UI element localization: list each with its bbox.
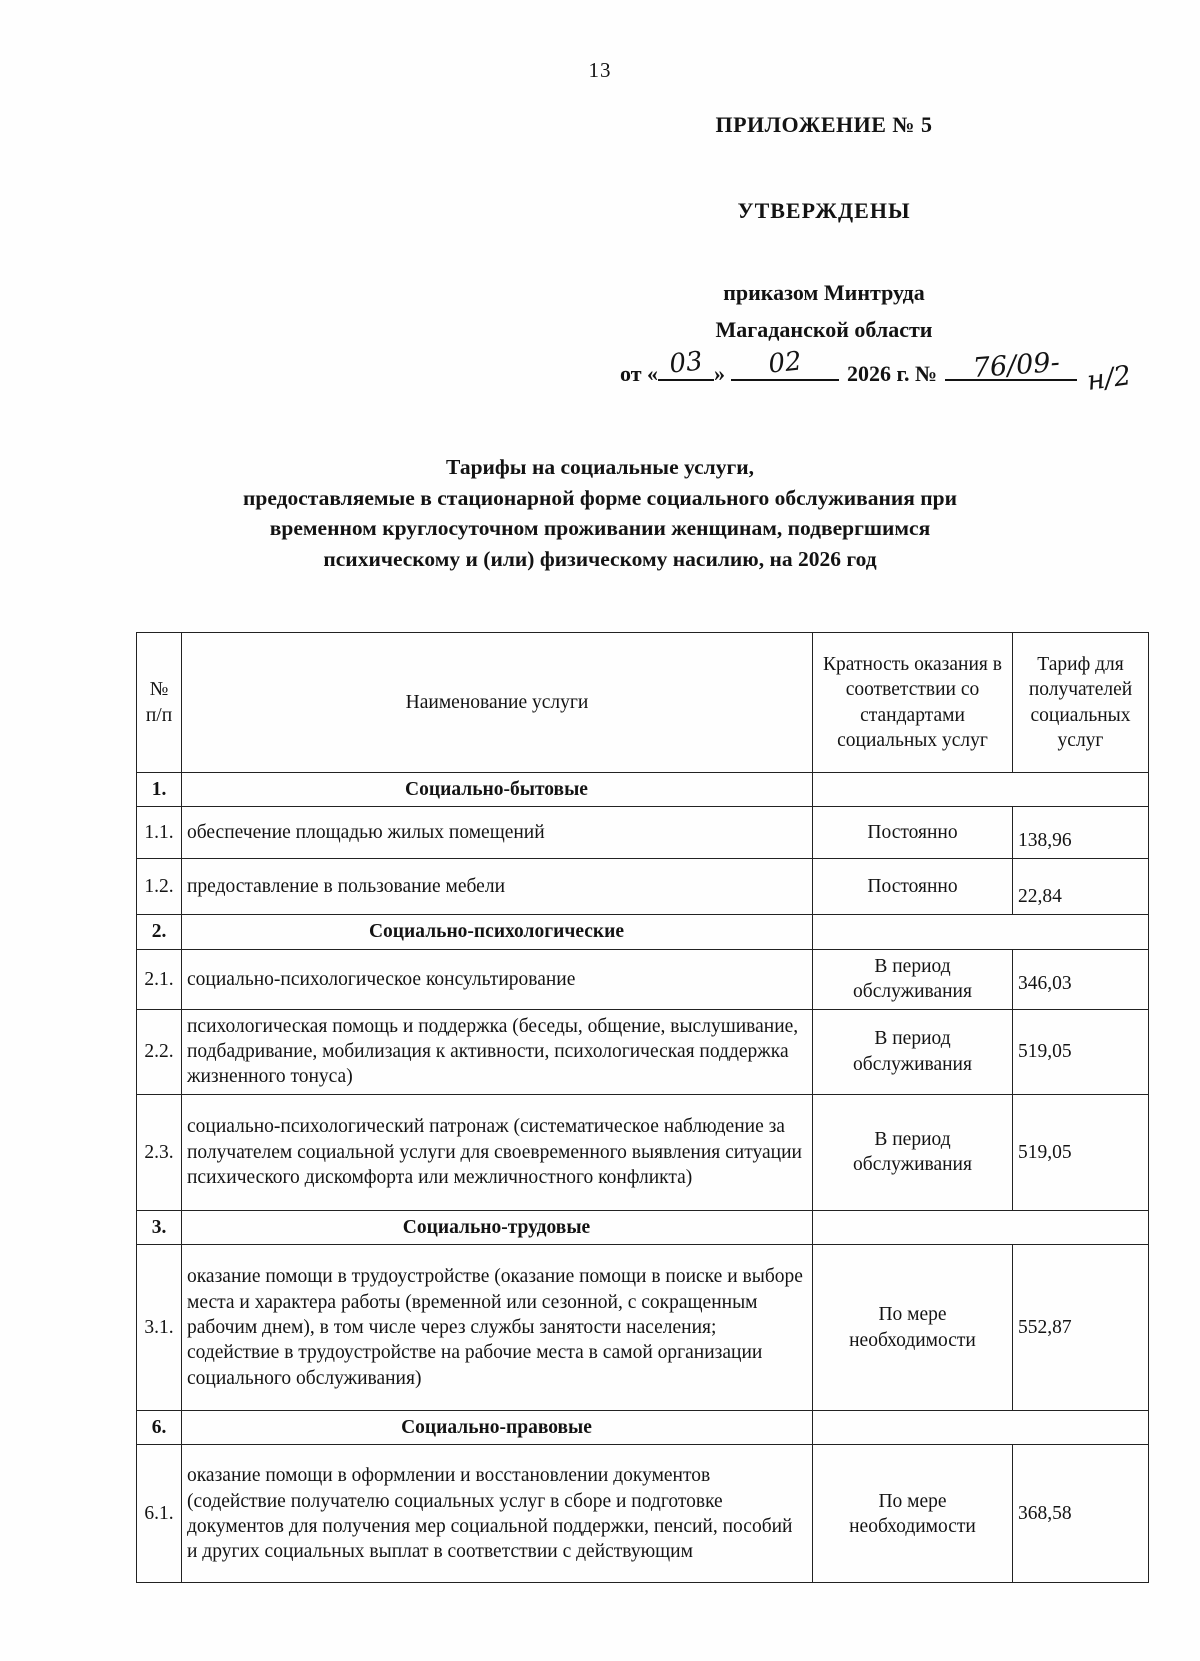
table-row bbox=[137, 1245, 1149, 1411]
approved-by-line1: приказом Минтруда bbox=[723, 280, 925, 305]
date-day-blank bbox=[658, 346, 714, 381]
cell-frequency: Постоянно bbox=[813, 807, 1013, 859]
handwritten-day: 03 bbox=[668, 346, 705, 380]
cell-number: 1.2. bbox=[137, 859, 182, 915]
cell-number: 6.1. bbox=[137, 1445, 182, 1583]
table-row bbox=[137, 1009, 1149, 1094]
cell-frequency: В период обслуживания bbox=[813, 1094, 1013, 1210]
appendix-heading: ПРИЛОЖЕНИЕ № 5 bbox=[715, 112, 933, 137]
cell-service-name: оказание помощи в трудоустройстве (оказание помощи в поиске и выборе места и характера работы (временной или сезонной, с сокращенным рабочим днем), в том числе через службы занятости населения; содействие в трудоустройстве на рабочие места в самой организации социального обслуживания) bbox=[182, 1245, 813, 1411]
cell-number: 2.2. bbox=[137, 1009, 182, 1094]
order-number-blank bbox=[945, 347, 1077, 384]
cell-number: 2.3. bbox=[137, 1094, 182, 1210]
cell-tariff: 519,05 bbox=[1013, 1094, 1149, 1210]
cell-number: 1. bbox=[137, 773, 182, 807]
cell-number: 2. bbox=[137, 915, 182, 949]
handwritten-month: 02 bbox=[767, 346, 804, 380]
table-section-row bbox=[137, 1411, 1149, 1445]
cell-number: 2.1. bbox=[137, 949, 182, 1009]
cell-empty bbox=[813, 773, 1149, 807]
cell-tariff: 368,58 bbox=[1013, 1445, 1149, 1583]
cell-tariff: 138,96 bbox=[1013, 807, 1149, 859]
cell-frequency: По мере необходимости bbox=[813, 1245, 1013, 1411]
cell-service-name: оказание помощи в оформлении и восстановлении документов (содействие получателю социальных услуг в сборе и подготовке документов для получения мер социальной поддержки, пенсий, пособий и других социальных выплат в соответствии с действующим bbox=[182, 1445, 813, 1583]
cell-tariff: 552,87 bbox=[1013, 1245, 1149, 1411]
page-number: 13 bbox=[588, 58, 612, 82]
cell-tariff: 22,84 bbox=[1013, 859, 1149, 915]
approval-block bbox=[598, 112, 1134, 397]
table-row bbox=[137, 807, 1149, 859]
column-header: Наименование услуги bbox=[182, 633, 813, 773]
cell-number: 3.1. bbox=[137, 1245, 182, 1411]
cell-empty bbox=[813, 1411, 1149, 1445]
cell-number: 1.1. bbox=[137, 807, 182, 859]
tariff-table bbox=[136, 632, 1149, 1583]
section-title: Социально-правовые bbox=[182, 1411, 813, 1445]
cell-service-name: социально-психологическое консультирование bbox=[182, 949, 813, 1009]
date-year-label: 2026 г. № bbox=[847, 361, 938, 386]
table-row bbox=[137, 1445, 1149, 1583]
cell-number: 6. bbox=[137, 1411, 182, 1445]
section-title: Социально-трудовые bbox=[182, 1210, 813, 1244]
cell-frequency: По мере необходимости bbox=[813, 1445, 1013, 1583]
handwritten-suffix: н/2 bbox=[1085, 360, 1134, 397]
table-row bbox=[137, 859, 1149, 915]
order-date-line bbox=[598, 346, 1134, 397]
date-month-blank bbox=[731, 346, 839, 381]
section-title: Социально-бытовые bbox=[182, 773, 813, 807]
table-row bbox=[137, 1094, 1149, 1210]
document-title bbox=[120, 452, 1080, 574]
date-close-quote: » bbox=[714, 361, 726, 386]
column-header: № п/п bbox=[137, 633, 182, 773]
title-line: временном круглосуточном проживании женщинам, подвергшимся bbox=[269, 516, 931, 540]
column-header: Кратность оказания в соответствии со стандартами социальных услуг bbox=[813, 633, 1013, 773]
section-title: Социально-психологические bbox=[182, 915, 813, 949]
title-line: предоставляемые в стационарной форме социального обслуживания при bbox=[242, 485, 958, 510]
date-prefix: от « bbox=[620, 361, 659, 386]
cell-tariff: 346,03 bbox=[1013, 949, 1149, 1009]
tariff-table-wrapper bbox=[136, 632, 1149, 1583]
column-header: Тариф для получателей социальных услуг bbox=[1013, 633, 1149, 773]
cell-empty bbox=[813, 1210, 1149, 1244]
cell-service-name: психологическая помощь и поддержка (беседы, общение, выслушивание, подбадривание, мобилизация к активности, психологическая поддержка жизненного тонуса) bbox=[182, 1009, 813, 1094]
handwritten-order-number: 76/09- bbox=[971, 347, 1061, 384]
cell-empty bbox=[813, 915, 1149, 949]
approved-heading: УТВЕРЖДЕНЫ bbox=[737, 198, 911, 223]
cell-service-name: предоставление в пользование мебели bbox=[182, 859, 813, 915]
approved-by-line2: Магаданской области bbox=[715, 317, 933, 342]
table-section-row bbox=[137, 1210, 1149, 1244]
cell-service-name: социально-психологический патронаж (систематическое наблюдение за получателем социальной услуги для своевременного выявления ситуации психического дискомфорта или межличностного конфликта) bbox=[182, 1094, 813, 1210]
title-line: Тарифы на социальные услуги, bbox=[446, 455, 754, 479]
table-row bbox=[137, 949, 1149, 1009]
table-section-row bbox=[137, 915, 1149, 949]
cell-frequency: В период обслуживания bbox=[813, 949, 1013, 1009]
table-section-row bbox=[137, 773, 1149, 807]
cell-service-name: обеспечение площадью жилых помещений bbox=[182, 807, 813, 859]
cell-tariff: 519,05 bbox=[1013, 1009, 1149, 1094]
cell-number: 3. bbox=[137, 1210, 182, 1244]
table-header-row bbox=[137, 633, 1149, 773]
title-line: психическому и (или) физическому насилию, на 2026 год bbox=[323, 546, 877, 571]
cell-frequency: Постоянно bbox=[813, 859, 1013, 915]
cell-frequency: В период обслуживания bbox=[813, 1009, 1013, 1094]
